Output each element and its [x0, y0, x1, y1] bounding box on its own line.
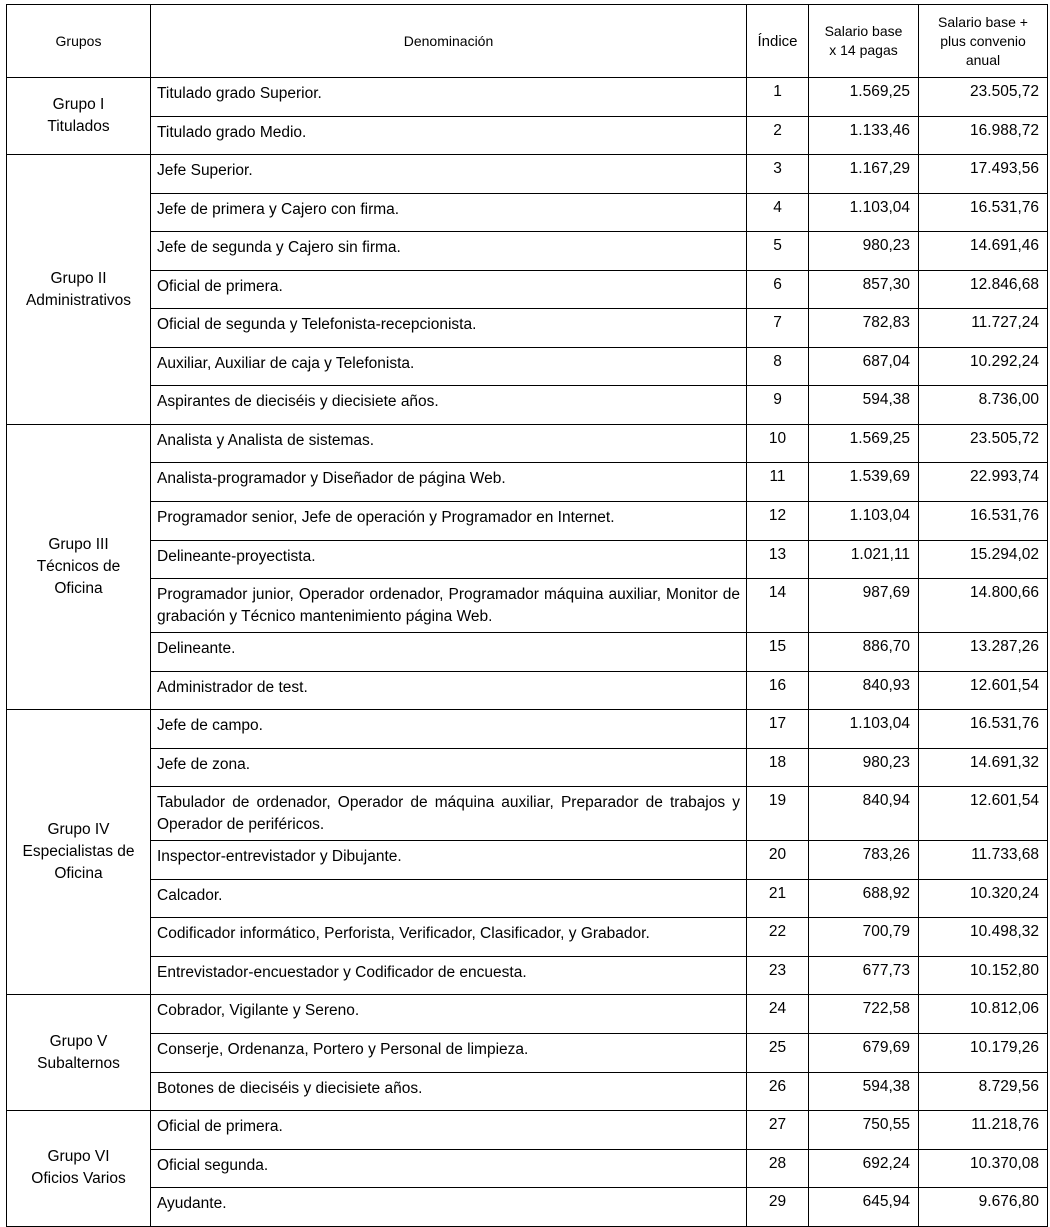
- group-name-line: Grupo IV: [47, 821, 110, 839]
- salario-base-cell: 750,55: [809, 1111, 919, 1150]
- salario-base-cell: 645,94: [809, 1188, 919, 1227]
- header-indice: Índice: [747, 5, 809, 78]
- salario-total-cell: 10.292,24: [919, 347, 1048, 386]
- indice-cell: 7: [747, 309, 809, 348]
- salario-base-cell: 1.103,04: [809, 193, 919, 232]
- table-row: [7, 633, 1048, 672]
- header-denominacion: Denominación: [151, 5, 747, 78]
- salario-base-cell: 783,26: [809, 841, 919, 880]
- denominacion-cell: Cobrador, Vigilante y Sereno.: [151, 995, 747, 1034]
- indice-cell: 21: [747, 879, 809, 918]
- denominacion-cell: Analista y Analista de sistemas.: [151, 424, 747, 463]
- salario-base-cell: 1.103,04: [809, 502, 919, 541]
- group-name-line: Oficina: [54, 865, 103, 883]
- salario-base-cell: 886,70: [809, 633, 919, 672]
- denominacion-cell: Tabulador de ordenador, Operador de máquina auxiliar, Preparador de trabajos y Operador de periféricos.: [151, 787, 747, 841]
- table-row: [7, 270, 1048, 309]
- salario-total-cell: 17.493,56: [919, 155, 1048, 194]
- salario-total-cell: 12.601,54: [919, 671, 1048, 710]
- salario-base-cell: 1.021,11: [809, 540, 919, 579]
- group-name-line: Grupo III: [48, 536, 109, 554]
- salario-base-cell: 1.133,46: [809, 116, 919, 155]
- table-row: [7, 879, 1048, 918]
- table-row: [7, 155, 1048, 194]
- denominacion-cell: Aspirantes de dieciséis y diecisiete años.: [151, 386, 747, 425]
- table-row: [7, 347, 1048, 386]
- denominacion-cell: Auxiliar, Auxiliar de caja y Telefonista.: [151, 347, 747, 386]
- group-name: [7, 710, 151, 995]
- denominacion-cell: Oficial de primera.: [151, 270, 747, 309]
- table-row: [7, 579, 1048, 633]
- indice-cell: 9: [747, 386, 809, 425]
- table-row: [7, 463, 1048, 502]
- denominacion-cell: Analista-programador y Diseñador de página Web.: [151, 463, 747, 502]
- denominacion-cell: Oficial de primera.: [151, 1111, 747, 1150]
- salario-base-cell: 840,93: [809, 671, 919, 710]
- denominacion-cell: Calcador.: [151, 879, 747, 918]
- salario-total-cell: 8.729,56: [919, 1072, 1048, 1111]
- salario-total-cell: 16.531,76: [919, 710, 1048, 749]
- denominacion-cell: Oficial de segunda y Telefonista-recepcionista.: [151, 309, 747, 348]
- salario-base-cell: 980,23: [809, 232, 919, 271]
- salario-base-cell: 594,38: [809, 386, 919, 425]
- indice-cell: 3: [747, 155, 809, 194]
- salario-base-cell: 857,30: [809, 270, 919, 309]
- group-name-line: Titulados: [47, 118, 110, 136]
- group-name: [7, 1111, 151, 1227]
- denominacion-cell: Delineante.: [151, 633, 747, 672]
- table-row: [7, 1034, 1048, 1073]
- table-row: [7, 78, 1048, 117]
- header-salario-base: Salario base x 14 pagas: [809, 5, 919, 78]
- denominacion-cell: Jefe de zona.: [151, 748, 747, 787]
- indice-cell: 2: [747, 116, 809, 155]
- indice-cell: 16: [747, 671, 809, 710]
- table-row: [7, 309, 1048, 348]
- salario-total-cell: 15.294,02: [919, 540, 1048, 579]
- salario-total-cell: 10.320,24: [919, 879, 1048, 918]
- indice-cell: 23: [747, 956, 809, 995]
- table-row: [7, 918, 1048, 957]
- group-name-line: Especialistas de: [22, 843, 135, 861]
- salario-total-cell: 23.505,72: [919, 78, 1048, 117]
- group-name-line: Grupo II: [50, 269, 107, 287]
- indice-cell: 25: [747, 1034, 809, 1073]
- indice-cell: 14: [747, 579, 809, 633]
- header-salario-total: Salario base + plus convenio anual: [919, 5, 1048, 78]
- indice-cell: 11: [747, 463, 809, 502]
- denominacion-cell: Jefe de campo.: [151, 710, 747, 749]
- table-row: [7, 232, 1048, 271]
- salario-base-cell: 594,38: [809, 1072, 919, 1111]
- denominacion-cell: Conserje, Ordenanza, Portero y Personal de limpieza.: [151, 1034, 747, 1073]
- group-name-line: Subalternos: [37, 1054, 120, 1072]
- indice-cell: 28: [747, 1149, 809, 1188]
- table-row: [7, 1149, 1048, 1188]
- salario-total-cell: 16.988,72: [919, 116, 1048, 155]
- salario-base-cell: 987,69: [809, 579, 919, 633]
- table-row: [7, 116, 1048, 155]
- salario-total-cell: 12.846,68: [919, 270, 1048, 309]
- salario-base-cell: 782,83: [809, 309, 919, 348]
- table-row: [7, 386, 1048, 425]
- salario-base-cell: 1.103,04: [809, 710, 919, 749]
- group-name: [7, 78, 151, 155]
- indice-cell: 1: [747, 78, 809, 117]
- indice-cell: 4: [747, 193, 809, 232]
- indice-cell: 27: [747, 1111, 809, 1150]
- salario-total-cell: 14.691,32: [919, 748, 1048, 787]
- salario-total-cell: 14.691,46: [919, 232, 1048, 271]
- salario-total-cell: 10.498,32: [919, 918, 1048, 957]
- group-name-line: Grupo VI: [47, 1148, 110, 1166]
- salario-base-cell: 1.569,25: [809, 424, 919, 463]
- salario-total-cell: 10.179,26: [919, 1034, 1048, 1073]
- group-name-line: Oficios Varios: [31, 1170, 126, 1188]
- salario-total-cell: 10.370,08: [919, 1149, 1048, 1188]
- table-row: [7, 748, 1048, 787]
- denominacion-cell: Jefe de primera y Cajero con firma.: [151, 193, 747, 232]
- group-name-line: Oficina: [54, 580, 103, 598]
- denominacion-cell: Administrador de test.: [151, 671, 747, 710]
- table-row: [7, 502, 1048, 541]
- group-name-line: Administrativos: [25, 291, 132, 309]
- salario-total-cell: 13.287,26: [919, 633, 1048, 672]
- table-row: [7, 193, 1048, 232]
- group-name: [7, 155, 151, 425]
- salario-total-cell: 10.812,06: [919, 995, 1048, 1034]
- salario-total-cell: 11.733,68: [919, 841, 1048, 880]
- table-row: [7, 540, 1048, 579]
- group-name-line: Grupo V: [49, 1032, 108, 1050]
- salario-total-cell: 23.505,72: [919, 424, 1048, 463]
- salario-total-cell: 11.727,24: [919, 309, 1048, 348]
- group-name-line: Grupo I: [52, 96, 105, 114]
- salario-total-cell: 11.218,76: [919, 1111, 1048, 1150]
- salario-total-cell: 8.736,00: [919, 386, 1048, 425]
- salario-base-cell: 840,94: [809, 787, 919, 841]
- indice-cell: 17: [747, 710, 809, 749]
- table-row: [7, 787, 1048, 841]
- denominacion-cell: Titulado grado Medio.: [151, 116, 747, 155]
- salary-table: [6, 4, 1048, 1227]
- denominacion-cell: Delineante-proyectista.: [151, 540, 747, 579]
- group-name: [7, 995, 151, 1111]
- indice-cell: 24: [747, 995, 809, 1034]
- indice-cell: 5: [747, 232, 809, 271]
- salario-total-cell: 9.676,80: [919, 1188, 1048, 1227]
- indice-cell: 10: [747, 424, 809, 463]
- table-row: [7, 841, 1048, 880]
- salario-total-cell: 12.601,54: [919, 787, 1048, 841]
- group-name-line: Técnicos de: [36, 558, 121, 576]
- table-row: [7, 1111, 1048, 1150]
- indice-cell: 26: [747, 1072, 809, 1111]
- salario-base-cell: 692,24: [809, 1149, 919, 1188]
- salario-total-cell: 16.531,76: [919, 193, 1048, 232]
- indice-cell: 20: [747, 841, 809, 880]
- header-row: [7, 5, 1048, 78]
- indice-cell: 29: [747, 1188, 809, 1227]
- salario-base-cell: 722,58: [809, 995, 919, 1034]
- salario-total-cell: 22.993,74: [919, 463, 1048, 502]
- table-body: [7, 78, 1048, 1227]
- denominacion-cell: Entrevistador-encuestador y Codificador de encuesta.: [151, 956, 747, 995]
- denominacion-cell: Oficial segunda.: [151, 1149, 747, 1188]
- table-row: [7, 1188, 1048, 1227]
- table-row: [7, 424, 1048, 463]
- salario-base-cell: 700,79: [809, 918, 919, 957]
- indice-cell: 8: [747, 347, 809, 386]
- salario-base-cell: 1.167,29: [809, 155, 919, 194]
- table-row: [7, 671, 1048, 710]
- table-row: [7, 995, 1048, 1034]
- salario-total-cell: 16.531,76: [919, 502, 1048, 541]
- denominacion-cell: Inspector-entrevistador y Dibujante.: [151, 841, 747, 880]
- indice-cell: 18: [747, 748, 809, 787]
- table-row: [7, 956, 1048, 995]
- salario-base-cell: 677,73: [809, 956, 919, 995]
- indice-cell: 13: [747, 540, 809, 579]
- denominacion-cell: Botones de dieciséis y diecisiete años.: [151, 1072, 747, 1111]
- indice-cell: 6: [747, 270, 809, 309]
- salario-base-cell: 1.539,69: [809, 463, 919, 502]
- salario-base-cell: 687,04: [809, 347, 919, 386]
- denominacion-cell: Programador junior, Operador ordenador, Programador máquina auxiliar, Monitor de grabación y Técnico mantenimiento página Web.: [151, 579, 747, 633]
- indice-cell: 12: [747, 502, 809, 541]
- indice-cell: 22: [747, 918, 809, 957]
- denominacion-cell: Ayudante.: [151, 1188, 747, 1227]
- denominacion-cell: Titulado grado Superior.: [151, 78, 747, 117]
- table-row: [7, 710, 1048, 749]
- denominacion-cell: Jefe Superior.: [151, 155, 747, 194]
- indice-cell: 19: [747, 787, 809, 841]
- denominacion-cell: Jefe de segunda y Cajero sin firma.: [151, 232, 747, 271]
- salario-base-cell: 688,92: [809, 879, 919, 918]
- group-name: [7, 424, 151, 709]
- salario-total-cell: 14.800,66: [919, 579, 1048, 633]
- table-row: [7, 1072, 1048, 1111]
- salario-base-cell: 1.569,25: [809, 78, 919, 117]
- denominacion-cell: Codificador informático, Perforista, Verificador, Clasificador, y Grabador.: [151, 918, 747, 957]
- denominacion-cell: Programador senior, Jefe de operación y Programador en Internet.: [151, 502, 747, 541]
- indice-cell: 15: [747, 633, 809, 672]
- header-grupos: Grupos: [7, 5, 151, 78]
- salario-total-cell: 10.152,80: [919, 956, 1048, 995]
- salario-base-cell: 980,23: [809, 748, 919, 787]
- salario-base-cell: 679,69: [809, 1034, 919, 1073]
